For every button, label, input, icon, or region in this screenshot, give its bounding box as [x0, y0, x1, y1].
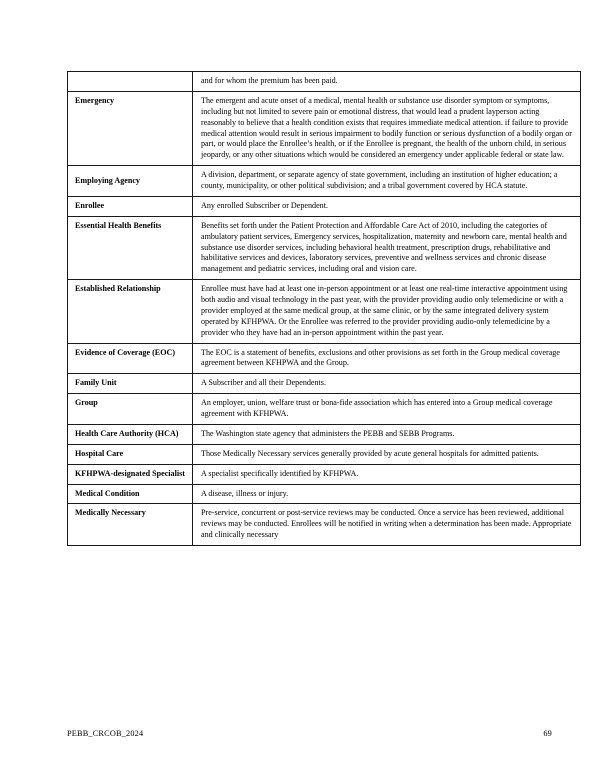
page-footer	[67, 729, 552, 739]
footer-document-code: PEBB_CRCOB_2024	[67, 729, 144, 738]
glossary-term-cell: KFHPWA-designated Specialist	[68, 464, 193, 484]
glossary-term-cell: Group	[68, 394, 193, 425]
table-row	[68, 280, 581, 343]
glossary-definitions-table	[67, 71, 581, 546]
table-row	[68, 374, 581, 394]
table-row	[68, 72, 581, 92]
glossary-term-cell: Employing Agency	[68, 166, 193, 197]
glossary-term-cell: Family Unit	[68, 374, 193, 394]
glossary-definition-cell: A Subscriber and all their Dependents.	[193, 374, 581, 394]
table-row	[68, 464, 581, 484]
glossary-definition-cell: A disease, illness or injury.	[193, 484, 581, 504]
table-row	[68, 504, 581, 546]
glossary-term-cell: Health Care Authority (HCA)	[68, 424, 193, 444]
glossary-term-cell: Essential Health Benefits	[68, 216, 193, 279]
glossary-definition-cell: The EOC is a statement of benefits, exclusions and other provisions as set forth in the Group medical coverage agreement between KFHPWA and the Group.	[193, 343, 581, 374]
glossary-definition-cell: and for whom the premium has been paid.	[193, 72, 581, 92]
glossary-term-cell: Emergency	[68, 91, 193, 165]
glossary-term-cell: Medically Necessary	[68, 504, 193, 546]
glossary-definition-cell: A specialist specifically identified by KFHPWA.	[193, 464, 581, 484]
table-row	[68, 444, 581, 464]
glossary-term-cell: Established Relationship	[68, 280, 193, 343]
glossary-definition-cell: Any enrolled Subscriber or Dependent.	[193, 196, 581, 216]
table-row	[68, 343, 581, 374]
glossary-table-body	[68, 72, 581, 546]
glossary-term-cell: Enrollee	[68, 196, 193, 216]
table-row	[68, 196, 581, 216]
glossary-definition-cell: Pre-service, concurrent or post-service reviews may be conducted. Once a service has been reviewed, additional reviews may be conducted. Enrollees will be notified in writing when a determination has been made. Appropriate and clinically necessary	[193, 504, 581, 546]
glossary-definition-cell: Benefits set forth under the Patient Protection and Affordable Care Act of 2010, including the categories of ambulatory patient services, Emergency services, hospitalization, maternity and newborn care, mental health and substance use disorder services, including behavioral health treatment, prescription drugs, rehabilitative and habilitative services and devices, laboratory services, preventive and wellness services and chronic disease management and pediatric services, including oral and vision care.	[193, 216, 581, 279]
glossary-definition-cell: An employer, union, welfare trust or bona-fide association which has entered into a Group medical coverage agreement with KFHPWA.	[193, 394, 581, 425]
glossary-definition-cell: The emergent and acute onset of a medical, mental health or substance use disorder symptom or symptoms, including but not limited to severe pain or emotional distress, that would lead a prudent layperson acting reasonably to believe that a health condition exists that requires immediate medical attention. if failure to provide medical attention would result in serious impairment to bodily function or serious dysfunction of a bodily organ or part, or would place the Enrollee’s health, or if the Enrollee is pregnant, the health of the unborn child, in serious jeopardy, or any other situations which would be considered an emergency under applicable federal or state law.	[193, 91, 581, 165]
glossary-term-cell: Hospital Care	[68, 444, 193, 464]
table-row	[68, 166, 581, 197]
glossary-definition-cell: Those Medically Necessary services generally provided by acute general hospitals for admitted patients.	[193, 444, 581, 464]
glossary-definition-cell: The Washington state agency that administers the PEBB and SEBB Programs.	[193, 424, 581, 444]
glossary-term-cell: Evidence of Coverage (EOC)	[68, 343, 193, 374]
glossary-definition-cell: Enrollee must have had at least one in-person appointment or at least one real-time interactive appointment using both audio and visual technology in the past year, with the provider providing audio only telemedicine or with a provider employed at the same medical group, at the same clinic, or by the same integrated delivery system operated by KFHPWA. Or the Enrollee was referred to the provider providing audio-only telemedicine by a provider who they have had an in-person appointment within the past year.	[193, 280, 581, 343]
table-row	[68, 91, 581, 165]
footer-page-number: 69	[543, 729, 552, 738]
table-row	[68, 484, 581, 504]
table-row	[68, 424, 581, 444]
glossary-term-cell	[68, 72, 193, 92]
glossary-definition-cell: A division, department, or separate agency of state government, including an institution of higher education; a county, municipality, or other political subdivision; and a tribal government covered by HCA statute.	[193, 166, 581, 197]
table-row	[68, 394, 581, 425]
glossary-term-cell: Medical Condition	[68, 484, 193, 504]
table-row	[68, 216, 581, 279]
